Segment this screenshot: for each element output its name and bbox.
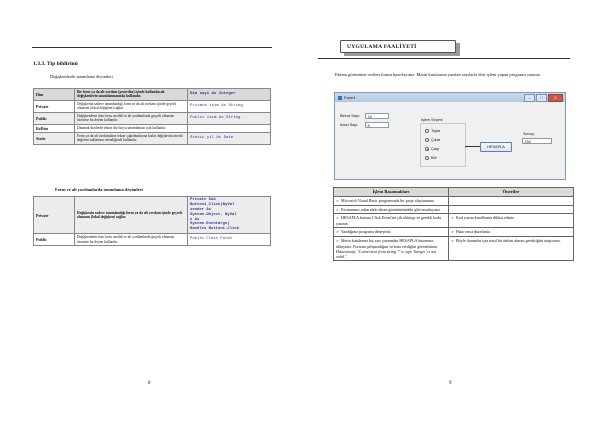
tip-cell bbox=[449, 196, 574, 205]
tip-cell: ➢ Kod yazım kurallarına dikkat ediniz. bbox=[449, 214, 574, 228]
window-titlebar bbox=[335, 93, 565, 102]
section-title: 1.3.3. Tip bildirimi bbox=[33, 61, 78, 67]
form-subroutine-title: Form ve alt yordamlarda tanımlama deyimleri bbox=[55, 187, 143, 192]
window-app-icon bbox=[338, 96, 342, 100]
table-row bbox=[334, 188, 574, 197]
code-cell bbox=[188, 89, 271, 101]
table-row bbox=[334, 236, 574, 260]
table-row bbox=[334, 205, 574, 214]
code-text: Public isim As String bbox=[190, 116, 241, 121]
tip-cell bbox=[449, 205, 574, 214]
radio-label: Topla bbox=[431, 129, 441, 133]
top-rule bbox=[32, 47, 272, 48]
steps-table bbox=[333, 187, 574, 261]
step-text: ➢ Metin kutularına hiç sayı yazmadan HESAPLA butonuna tıklayınız. Formun çalışmadığını ve hata verdiğini görmelisiniz. Hata mesajı; bbox=[336, 238, 438, 254]
code-text: Dim sayi As Integer bbox=[190, 92, 236, 97]
keyword-cell: Dim bbox=[34, 89, 75, 101]
code-line: Handles Button1.Click bbox=[190, 227, 240, 232]
keyword-cell: Static bbox=[34, 132, 75, 144]
form1-window bbox=[334, 92, 566, 180]
minimize-button[interactable]: – bbox=[524, 94, 535, 102]
description-cell: Değişkenlerin tüm form, modül ve alt yordamlarda geçerli olmasını istenirse bu deyim kullanılır. bbox=[75, 234, 188, 246]
window-client-area bbox=[335, 102, 565, 179]
table-row bbox=[34, 112, 271, 124]
tip-cell: ➢ Hata varsa düzeltiniz. bbox=[449, 228, 574, 237]
second-number-input[interactable]: 8 bbox=[365, 122, 389, 128]
code-line: e As bbox=[190, 217, 200, 222]
code-cell bbox=[188, 124, 271, 132]
window-controls bbox=[524, 94, 563, 102]
table-row bbox=[34, 132, 271, 144]
step-cell: ➢ Microsoft Visual Basic programında bir proje oluşturunuz. bbox=[334, 196, 449, 205]
first-number-input[interactable]: 24 bbox=[365, 113, 389, 119]
code-cell bbox=[188, 100, 271, 112]
description-cell: Değişkenin sadece tanımlandığı form ya da alt yordam içinde geçerli olmasını (lokal değişken) sağlar. bbox=[75, 100, 188, 112]
keyword-cell: Public bbox=[34, 234, 75, 246]
keyword-cell: ReDim bbox=[34, 124, 75, 132]
radio-divide[interactable] bbox=[425, 156, 437, 160]
table-row bbox=[334, 196, 574, 205]
radio-label: Böl bbox=[431, 156, 437, 160]
error-message: "Conversion from string "" to type 'Integer' is not valid." bbox=[336, 248, 437, 259]
table-row bbox=[34, 100, 271, 112]
top-rule bbox=[318, 58, 570, 59]
code-cell bbox=[188, 197, 271, 234]
radio-subtract[interactable] bbox=[425, 138, 440, 142]
code-line: Public Class Form1 bbox=[190, 237, 233, 242]
code-line: sender As bbox=[190, 207, 212, 212]
keyword-cell: Public bbox=[34, 112, 75, 124]
header-title: UYGULAMA FAALİYETİ bbox=[340, 40, 456, 53]
table-row bbox=[34, 234, 271, 246]
page-number: 8 bbox=[148, 381, 151, 386]
step-cell: ➢ Formunuzu yukarıdaki ekran görüntüsündeki gibi tasarlayınız. bbox=[334, 205, 449, 214]
activity-header bbox=[340, 40, 470, 54]
radio-label: Çıkar bbox=[431, 138, 441, 142]
description-cell: Değişkenlerin tüm form, modül ve alt yordamlarda geçerli olmasını istenirse bu deyim kullanılır. bbox=[75, 112, 188, 124]
result-output[interactable]: 192 bbox=[522, 138, 552, 144]
variable-declaration-table bbox=[33, 88, 271, 145]
radio-multiply[interactable] bbox=[425, 147, 439, 151]
page-number: 9 bbox=[449, 381, 452, 386]
keyword-cell: Private bbox=[34, 197, 75, 234]
maximize-button[interactable]: □ bbox=[536, 94, 547, 102]
radio-indicator bbox=[425, 129, 429, 133]
arrow-connector bbox=[465, 146, 481, 147]
radio-add[interactable] bbox=[425, 129, 440, 133]
steps-header: İşlem Basamakları bbox=[334, 188, 449, 197]
window-title: Form1 bbox=[344, 95, 356, 100]
form-declaration-table bbox=[33, 196, 271, 246]
code-cell bbox=[188, 132, 271, 144]
table-row bbox=[34, 124, 271, 132]
keyword-cell: Private bbox=[34, 100, 75, 112]
second-number-label: İkinci Sayı: bbox=[340, 123, 359, 127]
description-cell: Dinamik dizilerde tekrar dizi boyu tanımlaması için kullanılır. bbox=[75, 124, 188, 132]
operation-group-label: İşlem Seçimi bbox=[421, 118, 443, 122]
description-cell: Form ya da alt yordamların tekrar çağrılmalarına kadar değişkenin önceki değerini saklaması istendiğinde kullanılır. bbox=[75, 132, 188, 144]
step-cell: ➢ Yazdığınız programı deneyiniz. bbox=[334, 228, 449, 237]
result-label: Sonuç: bbox=[523, 132, 535, 136]
step-cell: ➢ HESAPLA butonu Click Event'ini çift tıklayıp ve gerekli kodu yazınız. bbox=[334, 214, 449, 228]
radio-indicator bbox=[425, 156, 429, 160]
code-cell bbox=[188, 234, 271, 246]
table-row bbox=[334, 228, 574, 237]
code-text: Private isim As String bbox=[190, 104, 243, 109]
code-line: Private Sub bbox=[190, 198, 216, 202]
radio-indicator bbox=[425, 147, 429, 151]
table-row bbox=[34, 197, 271, 234]
first-number-label: Birinci Sayı: bbox=[340, 114, 361, 118]
radio-indicator bbox=[425, 138, 429, 142]
code-line: System.Object, ByVal bbox=[190, 212, 237, 217]
description-cell: Bir form ya da alt yordam (prosedür) içinde kullanılacak değişkenlerin tanımlanmasında kullanılır. bbox=[75, 89, 188, 101]
table-row bbox=[334, 214, 574, 228]
tip-cell: ➢ Böyle durumlar için nasıl bir önlem alması gerektiğini araştırınız. bbox=[449, 236, 574, 260]
section-intro: Değişkenlerde tanımlama deyimleri bbox=[50, 74, 113, 79]
code-line: Button1_Click(ByVal bbox=[190, 202, 235, 207]
code-line: System.EventArgs) bbox=[190, 222, 230, 227]
description-cell: Değişkenin sadece tanımlandığı form ya da alt yordam içinde geçerli olmasını (lokal değişken) sağlar. bbox=[75, 197, 188, 234]
step-cell bbox=[334, 236, 449, 260]
code-cell bbox=[188, 112, 271, 124]
tips-header: Öneriler bbox=[449, 188, 574, 197]
code-text: Static yil As Date bbox=[190, 136, 234, 141]
activity-intro: Ekranı görüntüsü verilen formu hazırlayınız. Metin kutularına yazılan sayılarla dört işlem yapan programı yazınız. bbox=[335, 72, 542, 77]
close-button[interactable]: X bbox=[548, 94, 563, 102]
table-row bbox=[34, 89, 271, 101]
radio-label: Çarp bbox=[431, 147, 440, 151]
calculate-button[interactable]: HESAPLA bbox=[480, 142, 512, 152]
